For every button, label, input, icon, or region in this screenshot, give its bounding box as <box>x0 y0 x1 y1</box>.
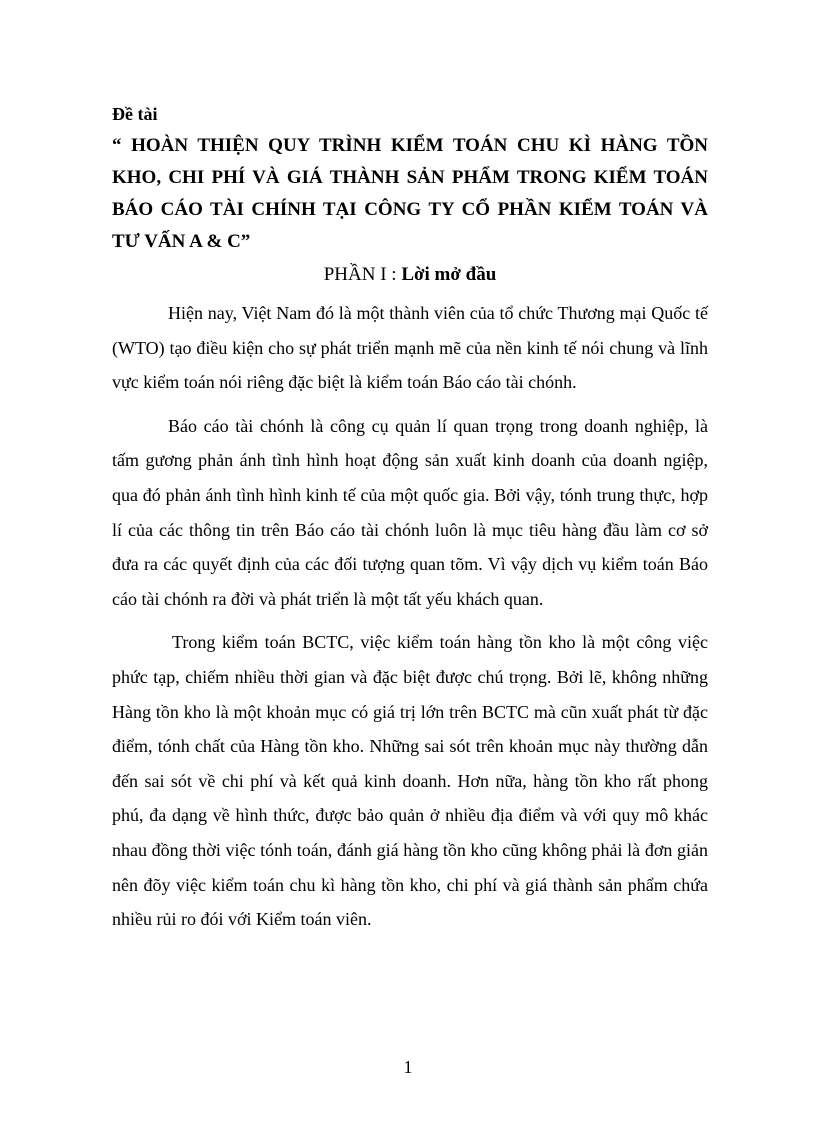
document-title: “ HOÀN THIỆN QUY TRÌNH KIỂM TOÁN CHU KÌ HÀNG TỒN KHO, CHI PHÍ VÀ GIÁ THÀNH SẢN PHẨM TRONG KIỂM TOÁN BÁO CÁO TÀI CHÍNH TẠI CÔNG TY CỔ PHẦN KIỂM TOÁN VÀ TƯ VẤN A & C” <box>112 135 708 252</box>
page-number: 1 <box>403 1057 413 1077</box>
topic-label: Đề tài <box>112 104 158 124</box>
page-content <box>112 98 708 937</box>
paragraph-financial-statements: Báo cáo tài chónh là công cụ quản lí quan trọng trong doanh nghiệp, là tấm gương phản ánh tình hình hoạt động sản xuất kinh doanh của doanh ngiệp, qua đó phản ánh tình hình kinh tế của một quốc gia. Bởi vậy, tónh trung thực, hợp lí của các thông tin trên Báo cáo tài chónh luôn là mục tiêu hàng đầu làm cơ sở đưa ra các quyết định của các đối tượng quan tõm. Vì vậy dịch vụ kiểm toán Báo cáo tài chónh ra đời và phát triển là một tất yếu khách quan. <box>112 415 708 609</box>
section-heading <box>112 259 708 291</box>
section-prefix: PHẦN I : <box>323 264 402 285</box>
section-title: Lời mở đầu <box>401 264 497 285</box>
paragraph-inventory-audit: Trong kiểm toán BCTC, việc kiểm toán hàng tồn kho là một công việc phức tạp, chiếm nhiều thời gian và đặc biệt được chú trọng. Bởi lẽ, không những Hàng tồn kho là một khoản mục có giá trị lớn trên BCTC mà cũn xuất phát từ đặc điểm, tónh chất của Hàng tồn kho. Những sai sót trên khoản mục này thường dẫn đến sai sót về chi phí và kết quả kinh doanh. Hơn nữa, hàng tồn kho rất phong phú, đa dạng về hình thức, được bảo quản ở nhiều địa điểm và với quy mô khác nhau đồng thời việc tónh toán, đánh giá hàng tồn kho cũng không phải là đơn giản nên đõy việc kiểm toán chu kì hàng tồn kho, chi phí và giá thành sản phẩm chứa nhiều rủi ro đói với Kiểm toán viên. <box>112 632 708 930</box>
paragraph-intro: Hiện nay, Việt Nam đó là một thành viên của tổ chức Thương mại Quốc tế (WTO) tạo điều kiện cho sự phát triển mạnh mẽ của nền kinh tế nói chung và lĩnh vực kiểm toán nói riêng đặc biệt là kiểm toán Báo cáo tài chónh. <box>112 303 708 393</box>
